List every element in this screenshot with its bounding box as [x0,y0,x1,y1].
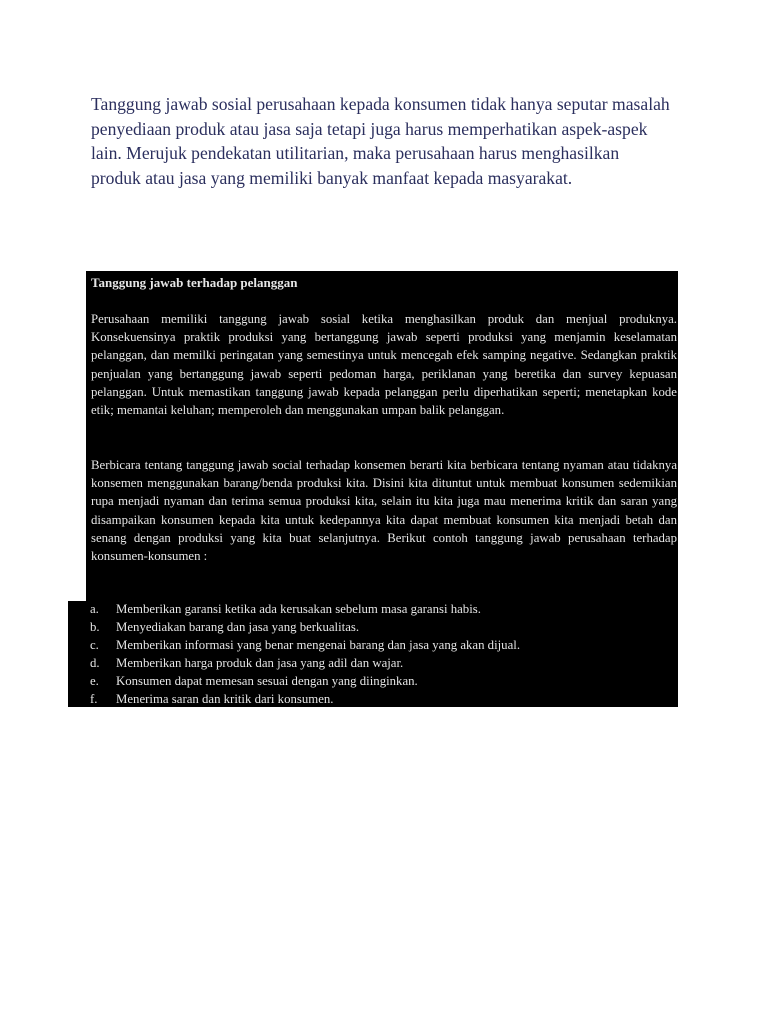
list-item [90,672,675,690]
list-item-text: Konsumen dapat memesan sesuai dengan yang diinginkan. [116,674,418,688]
list-item [90,654,675,672]
list-item-text: Menyediakan barang dan jasa yang berkualitas. [116,620,360,634]
list-item [90,636,675,654]
list-item-marker: e. [90,674,99,688]
list-item-marker: a. [90,602,99,616]
list-item-marker: c. [90,638,99,652]
list-item-text: Memberikan garansi ketika ada kerusakan sebelum masa garansi habis. [116,602,481,616]
list-item-text: Menerima saran dan kritik dari konsumen. [116,692,334,706]
list-item [90,600,675,618]
responsibility-list [90,600,675,708]
list-item-marker: f. [90,692,98,706]
intro-paragraph: Tanggung jawab sosial perusahaan kepada konsumen tidak hanya seputar masalah penyediaan produk atau jasa saja tetapi juga harus memperhatikan aspek-aspek lain. Merujuk pendekatan utilitarian, maka perusahaan harus menghasilkan produk atau jasa yang memiliki banyak manfaat kepada masyarakat. [91,94,670,188]
list-item-marker: d. [90,656,100,670]
list-item-text: Memberikan harga produk dan jasa yang adil dan wajar. [116,656,404,670]
list-item [90,690,675,708]
list-item-text: Memberikan informasi yang benar mengenai barang dan jasa yang akan dijual. [116,638,521,652]
list-item [90,618,675,636]
section-paragraph-2: Berbicara tentang tanggung jawab social terhadap konsemen berarti kita berbicara tentang nyaman atau tidaknya konsemen menggunakan barang/benda produksi kita. Disini kita dituntut untuk membuat konsumen sedemikian rupa menjadi nyaman dan terima semua produksi kita, selain itu kita juga mau menerima kritik dan saran yang disampaikan konsumen kepada kita untuk kedepannya kita dapat membuat konsumen kita menjadi betah dan senang dengan produksi yang kita buat selanjutnya. Berikut contoh tanggung jawab perusahaan terhadap konsumen-konsumen : [91,458,677,564]
section-paragraph-1: Perusahaan memiliki tanggung jawab sosial ketika menghasilkan produk dan menjual produknya. Konsekuensinya praktik produksi yang bertanggung jawab seperti produksi yang menjamin keselamatan pelanggan, dan memilki peringatan yang semestinya untuk mencegah efek samping negative. Sedangkan praktik penjualan yang bertanggung jawab seperti pedoman harga, periklanan yang beretika dan survey kepuasan pelanggan. Untuk memastikan tanggung jawab kepada pelanggan perlu diperhatikan seperti; menetapkan kode etik; memantai keluhan; memperoleh dan menggunakan umpan balik pelanggan. [91,312,677,418]
list-item-marker: b. [90,620,100,634]
section-heading: Tanggung jawab terhadap pelanggan [91,275,298,290]
